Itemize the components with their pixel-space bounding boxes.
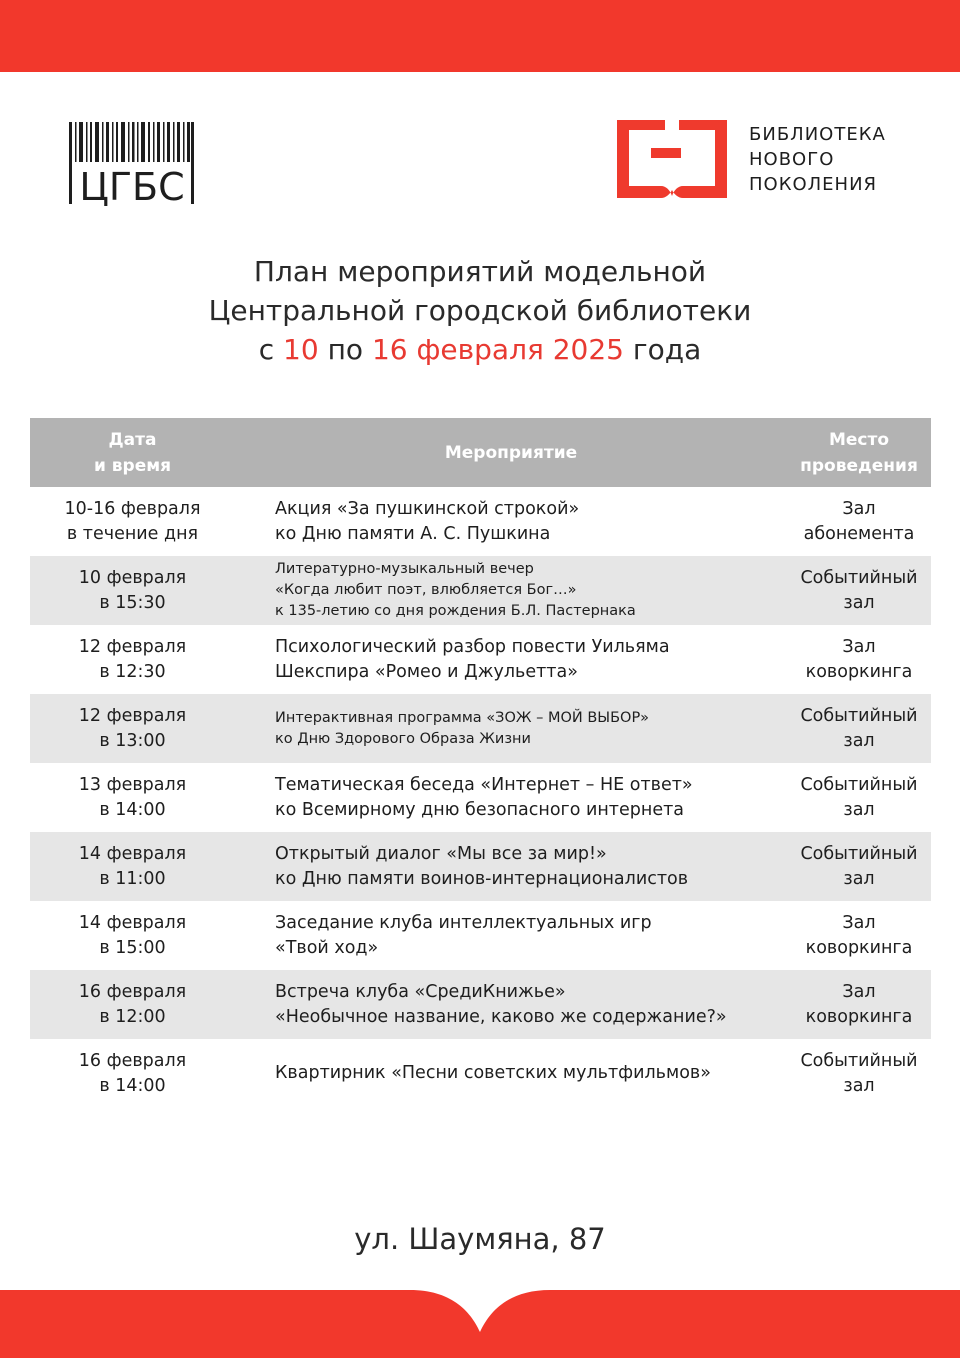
title-date-start: 10 [283, 333, 319, 366]
table-row [30, 1039, 931, 1108]
row-date: 14 февраля в 11:00 [30, 832, 235, 901]
address: ул. Шаумяна, 87 [354, 1222, 606, 1256]
table-row [30, 625, 931, 694]
table-row [30, 556, 931, 625]
title-text: года [623, 333, 702, 366]
title-text: по [318, 333, 372, 366]
row-event: Литературно-музыкальный вечер «Когда любит поэт, влюбляется Бог…» к 135-летию со дня рождения Б.Л. Пастернака [235, 556, 787, 625]
row-date: 10 февраля в 15:30 [30, 556, 235, 625]
row-place: Событийный зал [800, 1050, 918, 1096]
row-date: 10-16 февраля в течение дня [64, 498, 201, 544]
brand-line: ПОКОЛЕНИЯ [749, 174, 878, 195]
row-date: 16 февраля в 14:00 [78, 1050, 187, 1096]
table-row [30, 901, 931, 970]
row-event: Акция «За пушкинской строкой» ко Дню памяти А. С. Пушкина [275, 498, 580, 544]
row-event: Встреча клуба «СредиКнижье» «Необычное название, каково же содержание?» [235, 970, 787, 1039]
brand-line: БИБЛИОТЕКА [749, 124, 886, 145]
events-table [30, 418, 931, 1108]
row-place: Зал коворкинга [805, 636, 913, 682]
row-place: Зал коворкинга [787, 970, 931, 1039]
table-header-row [30, 418, 931, 487]
page-title [0, 252, 960, 369]
barcode-icon [66, 120, 196, 206]
row-place: Событийный зал [800, 774, 918, 820]
row-event: Интерактивная программа «ЗОЖ – МОЙ ВЫБОР» ко Дню Здорового Образа Жизни [235, 694, 787, 763]
row-date: 13 февраля в 14:00 [78, 774, 187, 820]
bottom-red-band [0, 1270, 960, 1358]
title-line-1: План мероприятий модельной [253, 255, 707, 288]
row-event: Открытый диалог «Мы все за мир!» ко Дню памяти воинов-интернационалистов [235, 832, 787, 901]
row-event: Заседание клуба интеллектуальных игр «Твой ход» [275, 912, 652, 958]
header-event: Мероприятие [235, 418, 787, 487]
row-date: 14 февраля в 15:00 [78, 912, 187, 958]
table-row [30, 487, 931, 556]
row-place: Событийный зал [787, 832, 931, 901]
row-place: Зал абонемента [803, 498, 915, 544]
row-place: Зал коворкинга [805, 912, 913, 958]
title-line-3 [0, 330, 960, 369]
table-row [30, 970, 931, 1039]
row-date: 12 февраля в 13:00 [30, 694, 235, 763]
title-date-end: 16 февраля 2025 [371, 333, 624, 366]
library-brand-name [749, 122, 929, 197]
row-date: 16 февраля в 12:00 [30, 970, 235, 1039]
cgbs-logo-text: ЦГБС [79, 165, 185, 206]
row-place: Событийный зал [787, 556, 931, 625]
header-date: Дата и время [30, 418, 235, 487]
cgbs-logo [66, 120, 196, 206]
brand-line: НОВОГО [749, 149, 835, 170]
table-row [30, 832, 931, 901]
row-event: Квартирник «Песни советских мультфильмов» [275, 1063, 711, 1083]
header-place: Место проведения [787, 418, 931, 487]
top-red-band [0, 0, 960, 72]
table-row [30, 694, 931, 763]
row-event: Тематическая беседа «Интернет – НЕ ответ» ко Всемирному дню безопасного интернета [275, 774, 693, 820]
open-book-icon [617, 120, 727, 198]
row-event: Психологический разбор повести Уильяма Шекспира «Ромео и Джульетта» [275, 636, 670, 682]
row-place: Событийный зал [787, 694, 931, 763]
title-line-2: Центральной городской библиотеки [208, 294, 752, 327]
table-row [30, 763, 931, 832]
title-text: с [258, 333, 284, 366]
row-date: 12 февраля в 12:30 [78, 636, 187, 682]
